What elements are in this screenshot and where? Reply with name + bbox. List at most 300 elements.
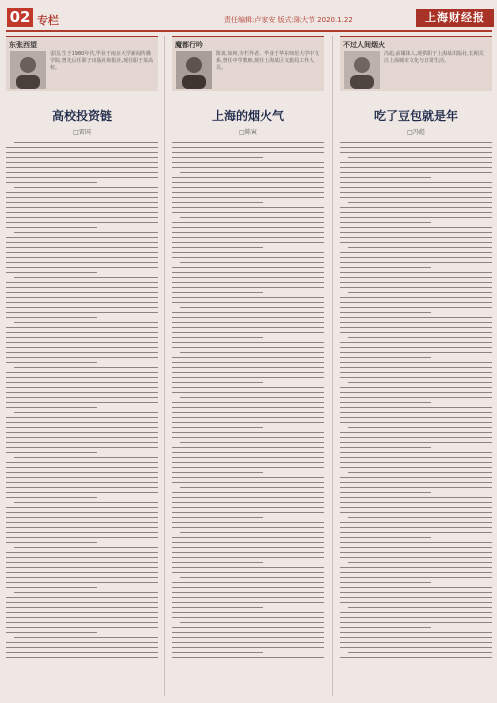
text-line	[340, 432, 492, 433]
text-line	[14, 367, 158, 368]
text-line	[172, 547, 324, 548]
article-title: 上海的烟火气	[211, 109, 284, 123]
text-line	[172, 147, 324, 148]
text-line	[6, 402, 158, 403]
text-line	[6, 387, 158, 388]
text-line	[6, 332, 158, 333]
text-line	[6, 152, 158, 153]
text-line	[340, 332, 492, 333]
text-line	[6, 292, 158, 293]
text-line	[172, 222, 324, 223]
text-line	[340, 272, 492, 273]
text-line	[6, 222, 158, 223]
text-line	[180, 442, 324, 443]
text-line	[172, 237, 324, 238]
text-line	[172, 272, 324, 273]
text-line	[340, 402, 431, 403]
text-line	[14, 187, 158, 188]
text-line	[340, 552, 492, 553]
text-line	[340, 312, 431, 313]
text-line	[348, 517, 492, 518]
text-line	[14, 412, 158, 413]
text-line	[6, 577, 158, 578]
text-line	[340, 357, 431, 358]
text-line	[172, 202, 263, 203]
text-line	[340, 377, 492, 378]
text-line	[172, 267, 324, 268]
text-line	[172, 607, 263, 608]
column-label: 不过人间烟火	[343, 41, 385, 49]
text-line	[6, 477, 158, 478]
text-line	[172, 472, 263, 473]
text-line	[348, 652, 492, 653]
column-divider	[164, 36, 165, 696]
text-line	[6, 212, 158, 213]
text-line	[6, 572, 158, 573]
text-line	[340, 417, 492, 418]
text-line	[6, 192, 158, 193]
text-line	[172, 377, 324, 378]
text-line	[6, 207, 158, 208]
text-line	[180, 172, 324, 173]
text-line	[172, 177, 324, 178]
text-line	[6, 347, 158, 348]
text-line	[340, 542, 492, 543]
text-line	[172, 407, 324, 408]
text-line	[340, 502, 492, 503]
text-line	[340, 477, 492, 478]
text-line	[6, 557, 158, 558]
text-line	[340, 642, 492, 643]
text-line	[172, 372, 324, 373]
text-line	[6, 167, 158, 168]
text-line	[172, 402, 324, 403]
text-line	[172, 392, 324, 393]
text-line	[340, 362, 492, 363]
text-line	[172, 652, 263, 653]
text-line	[6, 282, 158, 283]
text-line	[6, 602, 158, 603]
text-line	[6, 297, 158, 298]
text-line	[172, 227, 324, 228]
text-line	[348, 382, 492, 383]
text-line	[172, 657, 324, 658]
author-bio: 雷国,生于1980年代,毕业于南京大学新闻传播学院,曾先后任职于出版社和报社,现任职于某高校。	[50, 51, 154, 71]
text-line	[6, 657, 158, 658]
text-line	[340, 622, 492, 623]
text-line	[340, 442, 492, 443]
text-line	[340, 342, 492, 343]
text-line	[6, 552, 158, 553]
text-line	[172, 212, 324, 213]
text-line	[172, 322, 324, 323]
text-line	[340, 222, 431, 223]
article-body	[340, 142, 492, 662]
text-line	[348, 427, 492, 428]
text-line	[172, 162, 324, 163]
text-line	[340, 587, 492, 588]
text-line	[6, 252, 158, 253]
text-line	[6, 607, 158, 608]
text-line	[340, 437, 492, 438]
text-line	[172, 612, 324, 613]
text-line	[172, 497, 324, 498]
text-line	[6, 317, 97, 318]
text-line	[172, 327, 324, 328]
text-line	[6, 327, 158, 328]
text-line	[340, 507, 492, 508]
text-line	[6, 357, 158, 358]
text-line	[340, 582, 431, 583]
text-line	[6, 567, 158, 568]
masthead-logo: 上海财经报	[416, 9, 494, 27]
text-line	[340, 252, 492, 253]
text-line	[340, 627, 431, 628]
text-line	[172, 277, 324, 278]
text-line	[6, 397, 158, 398]
text-line	[172, 182, 324, 183]
text-line	[172, 417, 324, 418]
text-line	[180, 217, 324, 218]
text-line	[172, 382, 263, 383]
text-line	[340, 572, 492, 573]
text-line	[6, 272, 97, 273]
text-line	[172, 647, 324, 648]
text-line	[6, 642, 158, 643]
author-photo	[10, 51, 46, 89]
text-line	[172, 502, 324, 503]
text-line	[172, 357, 324, 358]
text-line	[172, 157, 263, 158]
text-line	[172, 432, 324, 433]
text-line	[172, 597, 324, 598]
text-line	[340, 262, 492, 263]
article-byline: □冯彪	[407, 129, 425, 136]
text-line	[172, 367, 324, 368]
text-line	[6, 432, 158, 433]
text-line	[340, 212, 492, 213]
column-label: 东张西望	[9, 41, 37, 49]
text-line	[172, 457, 324, 458]
text-line	[172, 562, 263, 563]
text-line	[172, 257, 324, 258]
text-line	[6, 507, 158, 508]
text-line	[14, 277, 158, 278]
text-line	[348, 472, 492, 473]
text-line	[340, 327, 492, 328]
text-line	[180, 307, 324, 308]
text-line	[172, 452, 324, 453]
text-line	[172, 187, 324, 188]
text-line	[180, 622, 324, 623]
text-line	[6, 162, 158, 163]
text-line	[340, 492, 431, 493]
text-line	[340, 147, 492, 148]
text-line	[14, 232, 158, 233]
text-line	[348, 157, 492, 158]
article-column-3	[340, 36, 492, 696]
text-line	[180, 352, 324, 353]
text-line	[340, 207, 492, 208]
text-line	[6, 182, 97, 183]
text-line	[340, 422, 492, 423]
text-line	[348, 202, 492, 203]
text-line	[6, 497, 97, 498]
text-line	[6, 472, 158, 473]
text-line	[172, 287, 324, 288]
text-line	[172, 317, 324, 318]
author-photo	[176, 51, 212, 89]
text-line	[172, 292, 263, 293]
text-line	[6, 537, 158, 538]
text-line	[172, 332, 324, 333]
text-line	[172, 302, 324, 303]
text-line	[172, 437, 324, 438]
text-line	[172, 627, 324, 628]
column-divider	[332, 36, 333, 696]
text-line	[6, 247, 158, 248]
text-line	[6, 267, 158, 268]
text-line	[172, 592, 324, 593]
text-line	[172, 542, 324, 543]
text-line	[340, 277, 492, 278]
author-box	[6, 36, 158, 91]
article-body	[6, 142, 158, 662]
text-line	[6, 467, 158, 468]
text-line	[340, 457, 492, 458]
text-line	[6, 417, 158, 418]
text-line	[6, 562, 158, 563]
text-line	[172, 197, 324, 198]
text-line	[340, 372, 492, 373]
text-line	[172, 207, 324, 208]
text-line	[172, 422, 324, 423]
text-line	[6, 287, 158, 288]
text-line	[6, 177, 158, 178]
text-line	[340, 612, 492, 613]
text-line	[172, 412, 324, 413]
text-line	[340, 387, 492, 388]
text-line	[348, 562, 492, 563]
text-line	[172, 282, 324, 283]
text-line	[14, 457, 158, 458]
text-line	[6, 217, 158, 218]
text-line	[6, 612, 158, 613]
text-line	[172, 247, 263, 248]
text-line	[340, 532, 492, 533]
text-line	[340, 297, 492, 298]
text-line	[172, 232, 324, 233]
text-line	[6, 517, 158, 518]
text-line	[172, 167, 324, 168]
text-line	[172, 512, 324, 513]
text-line	[172, 347, 324, 348]
text-line	[340, 192, 492, 193]
text-line	[172, 387, 324, 388]
text-line	[6, 452, 97, 453]
text-line	[172, 462, 324, 463]
article-body	[172, 142, 324, 662]
text-line	[340, 167, 492, 168]
author-box	[172, 36, 324, 91]
text-line	[340, 452, 492, 453]
text-line	[340, 282, 492, 283]
text-line	[6, 202, 158, 203]
text-line	[172, 337, 263, 338]
text-line	[6, 372, 158, 373]
text-line	[172, 522, 324, 523]
text-line	[6, 307, 158, 308]
text-line	[340, 182, 492, 183]
text-line	[340, 467, 492, 468]
text-line	[6, 377, 158, 378]
text-line	[172, 342, 324, 343]
column-label: 魔都行吟	[175, 41, 203, 49]
text-line	[340, 497, 492, 498]
article-title: 吃了豆包就是年	[373, 109, 458, 123]
text-line	[6, 487, 158, 488]
text-line	[6, 342, 158, 343]
text-line	[172, 572, 324, 573]
text-line	[340, 602, 492, 603]
text-line	[172, 517, 263, 518]
text-line	[340, 617, 492, 618]
text-line	[172, 492, 324, 493]
text-line	[172, 507, 324, 508]
text-line	[172, 587, 324, 588]
text-line	[340, 177, 431, 178]
text-line	[180, 397, 324, 398]
text-line	[340, 302, 492, 303]
text-line	[6, 242, 158, 243]
article-title: 高校投资链	[51, 109, 112, 123]
text-line	[340, 152, 492, 153]
text-line	[6, 532, 158, 533]
text-line	[6, 147, 158, 148]
author-bio: 冯彪,前媒体人,现供职于上海某出版社,长期关注上海城市文化与日常生活。	[384, 51, 484, 64]
text-line	[348, 292, 492, 293]
text-line	[340, 197, 492, 198]
text-line	[172, 642, 324, 643]
text-line	[172, 192, 324, 193]
text-line	[340, 447, 431, 448]
text-line	[340, 597, 492, 598]
text-line	[6, 392, 158, 393]
text-line	[340, 637, 492, 638]
text-line	[14, 547, 158, 548]
text-line	[180, 532, 324, 533]
author-bio: 陈寅,如何,专栏作者。毕业于华东师范大学中文系,曾任中学教师,现任上海某区文旅局工作人员。	[216, 51, 320, 71]
text-line	[340, 592, 492, 593]
text-line	[6, 422, 158, 423]
text-line	[6, 437, 158, 438]
text-line	[6, 172, 158, 173]
text-line	[172, 527, 324, 528]
text-line	[6, 632, 97, 633]
text-line	[172, 152, 324, 153]
text-line	[340, 347, 492, 348]
text-line	[172, 537, 324, 538]
text-line	[6, 227, 97, 228]
text-line	[6, 647, 158, 648]
text-line	[340, 352, 492, 353]
text-line	[6, 482, 158, 483]
text-line	[340, 307, 492, 308]
text-line	[172, 467, 324, 468]
text-line	[6, 617, 158, 618]
text-line	[340, 172, 492, 173]
text-line	[172, 447, 324, 448]
text-line	[340, 397, 492, 398]
header-rule	[6, 30, 492, 32]
text-line	[172, 427, 263, 428]
text-line	[340, 142, 492, 143]
text-line	[172, 557, 324, 558]
text-line	[6, 622, 158, 623]
text-line	[340, 407, 492, 408]
text-line	[6, 352, 158, 353]
text-line	[340, 217, 492, 218]
text-line	[172, 637, 324, 638]
text-line	[172, 142, 324, 143]
text-line	[172, 602, 324, 603]
text-line	[172, 582, 324, 583]
text-line	[340, 412, 492, 413]
text-line	[6, 302, 158, 303]
text-line	[14, 592, 158, 593]
text-line	[340, 392, 492, 393]
text-line	[340, 527, 492, 528]
text-line	[340, 367, 492, 368]
text-line	[340, 537, 431, 538]
text-line	[6, 652, 158, 653]
text-line	[6, 157, 158, 158]
text-line	[6, 447, 158, 448]
text-line	[340, 482, 492, 483]
author-box	[340, 36, 492, 91]
text-line	[340, 647, 492, 648]
text-line	[340, 227, 492, 228]
page-header	[0, 0, 497, 30]
text-line	[340, 512, 492, 513]
text-line	[6, 237, 158, 238]
text-line	[14, 637, 158, 638]
text-line	[6, 582, 158, 583]
text-line	[340, 322, 492, 323]
text-line	[340, 657, 492, 658]
text-line	[14, 502, 158, 503]
text-line	[172, 297, 324, 298]
text-line	[6, 627, 158, 628]
text-line	[180, 577, 324, 578]
text-line	[6, 542, 97, 543]
text-line	[172, 552, 324, 553]
article-column-1	[6, 36, 158, 696]
edition-meta: 责任编辑:卢家安 版式:陈大节 2020.1.22	[224, 16, 353, 24]
text-line	[340, 522, 492, 523]
text-line	[6, 257, 158, 258]
text-line	[340, 577, 492, 578]
text-line	[172, 617, 324, 618]
text-line	[6, 382, 158, 383]
text-line	[172, 242, 324, 243]
article-column-2	[172, 36, 324, 696]
text-line	[172, 362, 324, 363]
text-line	[6, 512, 158, 513]
section-title: 专栏	[37, 14, 59, 27]
text-line	[340, 632, 492, 633]
text-line	[340, 557, 492, 558]
